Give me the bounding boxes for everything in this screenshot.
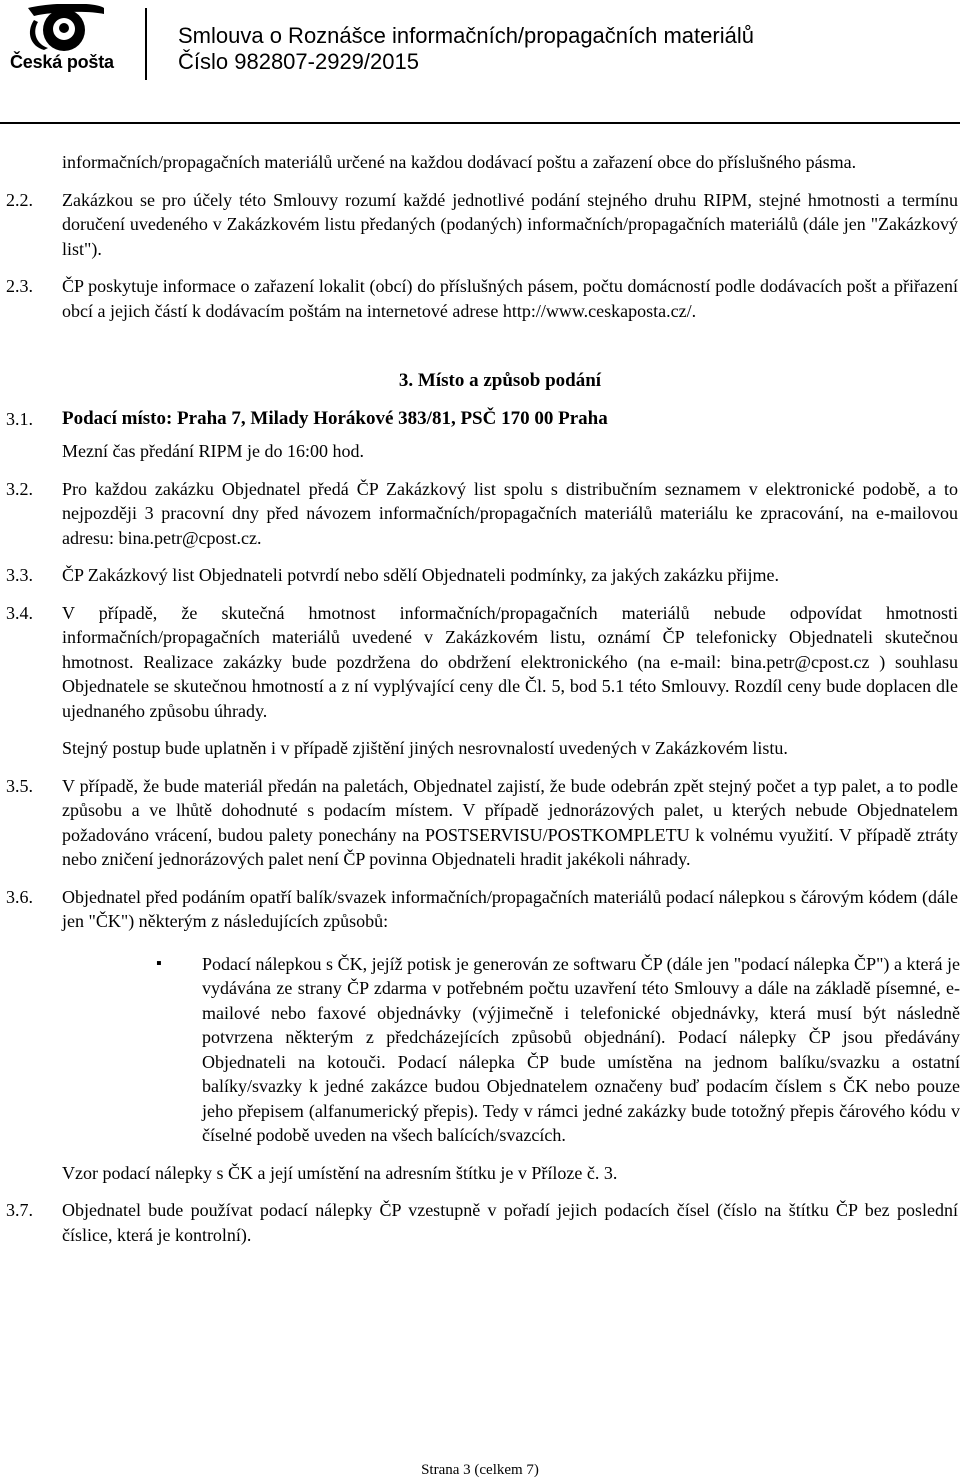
paragraph-3-1-sub <box>0 439 960 464</box>
paragraph-3-3 <box>0 563 960 588</box>
paragraph-3-7 <box>0 1198 960 1247</box>
contract-number: Číslo 982807-2929/2015 <box>178 49 419 74</box>
page-number: Strana 3 (celkem 7) <box>421 1462 539 1478</box>
paragraph-3-1 <box>0 407 960 432</box>
paragraph-3-5 <box>0 774 960 872</box>
paragraph-text: Zakázkou se pro účely této Smlouvy rozumí každé jednotlivé podání stejného druhu RIPM, stejné hmotnosti a termínu doručení uvedeného v Zakázkovém listu předaných (podaných) informačních/propagačních materiálů (dále jen "Zakázkový list"). <box>62 189 958 259</box>
contract-title: Smlouva o Roznášce informačních/propagačních materiálů <box>178 23 754 48</box>
paragraph-text: Vzor podací nálepky s ČK a její umístění na adresním štítku je v Příloze č. 3. <box>62 1162 618 1183</box>
paragraph-text: Mezní čas předání RIPM je do 16:00 hod. <box>62 441 364 461</box>
paragraph-text: Objednatel před podáním opatří balík/svazek informačních/propagačních materiálů podací nálepkou s čárovým kódem (dále jen "ČK") některým z následujících způsobů: <box>62 886 958 931</box>
header-title <box>178 23 754 75</box>
paragraph-3-2 <box>0 477 960 551</box>
paragraph-3-6 <box>0 885 960 934</box>
header-divider <box>145 8 147 80</box>
header-rule <box>0 122 960 124</box>
paragraph-3-4 <box>0 601 960 724</box>
section-heading: 3. Místo a způsob podání <box>398 370 602 391</box>
bullet-icon: ▪ <box>156 954 162 972</box>
paragraph-3-6-sub <box>0 1161 960 1186</box>
brand-name: Česká pošta <box>10 52 114 72</box>
paragraph-text: ČP poskytuje informace o zařazení lokalit (obcí) do příslušných pásem, počtu domácností podle dodávacích pošt a přiřazení obcí a jejich částí k dodávacím poštám na internetové adrese http://www.ceskaposta.cz/. <box>62 276 958 321</box>
paragraph-continuation <box>0 150 960 175</box>
paragraph-number: 2.3. <box>6 276 33 296</box>
paragraph-number: 3.4. <box>6 602 33 623</box>
document-body <box>0 150 960 1247</box>
paragraph-3-4-sub <box>0 736 960 761</box>
paragraph-number: 2.2. <box>6 189 33 210</box>
paragraph-2-2 <box>0 188 960 262</box>
list-item-text: Podací nálepkou s ČK, jejíž potisk je generován ze softwaru ČP (dále jen "podací nálepka ČP") a která je vydávána ze strany ČP zdarma v potřebném počtu uzavření této Smlouvy a dále na základě písemné, e-mailové nebo faxové objednávky (výjimečně i telefonické objednávky, která musí být následně potvrzena některým z předcházejících způsobů objednání). Podací nálepky ČP jsou předávány Objednateli na kotouči. Podací nálepka ČP bude umístěna na jednom balíku/svazku a ostatní balíky/svazky k jedné zakázce budou Objednatelem označeny buď podacím číslem s ČK nebo pouze jeho přepisem (alfanumerický přepis). Tedy v rámci jedné zakázky bude totožný přepis čárového kódu v číselné podobě uveden na všech balících/svazcích. <box>202 953 960 1145</box>
paragraph-2-3 <box>0 274 960 323</box>
paragraph-number: 3.2. <box>6 478 33 499</box>
paragraph-text: Stejný postup bude uplatněn i v případě zjištění jiných nesrovnalostí uvedených v Zakázkovém listu. <box>62 738 788 758</box>
paragraph-number: 3.5. <box>6 775 33 796</box>
list-item <box>156 952 960 1148</box>
paragraph-number: 3.7. <box>6 1200 33 1220</box>
paragraph-number: 3.3. <box>6 565 33 585</box>
paragraph-text: V případě, že skutečná hmotnost informačních/propagačních materiálů nebude odpovídat hmotnosti informačních/propagačních materiálů uvedené v Zakázkovém listu, oznámí ČP telefonicky Objednateli skutečnou hmotnost. Realizace zakázky bude pozdržena do obdržení elektronického (na e-mail: bina.petr@cpost.cz ) souhlasu Objednatele se skutečnou hmotností a z ní vyplývající ceny dle Čl. 5, bod 5.1 této Smlouvy. Rozdíl ceny bude doplacen dle ujednaného způsobu úhrady. <box>62 602 958 721</box>
paragraph-text: Pro každou zakázku Objednatel předá ČP Zakázkový list spolu s distribučním seznamem v elektronické podobě, a to nejpozději 3 pracovní dny před návozem informačních/propagačních materiálů materiálu ke zpracování, na e-mailovou adresu: bina.petr@cpost.cz. <box>62 478 958 548</box>
paragraph-text: Objednatel bude používat podací nálepky ČP vzestupně v pořadí jejich podacích čísel (číslo na štítku ČP bez poslední číslice, která je kontrolní). <box>62 1200 958 1245</box>
paragraph-text: V případě, že bude materiál předán na paletách, Objednatel zajistí, že bude odebrán zpět stejný počet a typ palet, a to podle způsobu a ve lhůtě dohodnuté s podacím místem. V případě jednorázových palet, u kterých nebude Objednatelem požadováno vrácení, budou palety ponechány na POSTSERVISU/POSTKOMPLETU k volnému využití. V případě ztráty nebo zničení jednorázových palet není ČP povinna Objednateli hradit jakékoli náhrady. <box>62 775 958 869</box>
paragraph-number: 3.6. <box>6 886 33 907</box>
paragraph-number: 3.1. <box>6 408 33 429</box>
paragraph-text: informačních/propagačních materiálů určené na každou dodávací poštu a zařazení obce do příslušného pásma. <box>62 152 857 172</box>
paragraph-text: ČP Zakázkový list Objednateli potvrdí nebo sdělí Objednateli podmínky, za jakých zakázku přijme. <box>62 565 779 585</box>
pickup-location: Podací místo: Praha 7, Milady Horákové 383/81, PSČ 170 00 Praha <box>62 407 608 429</box>
page-header <box>0 0 960 125</box>
